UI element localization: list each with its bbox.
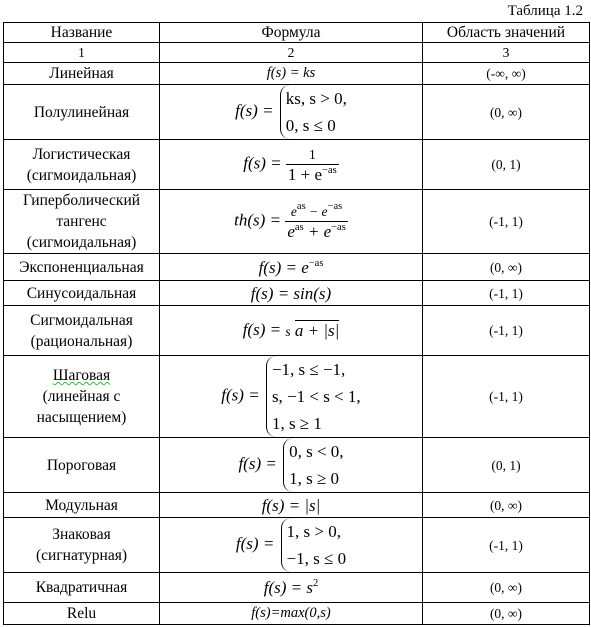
case-line: 1, s ≥ 1 xyxy=(271,414,322,433)
formula-text: f(s) = ks xyxy=(266,65,316,81)
case-line: −1, s ≤ −1, xyxy=(271,360,346,379)
range-cell: (-1, 1) xyxy=(423,190,590,254)
table-row xyxy=(4,190,590,254)
denominator: a + |s| xyxy=(294,321,340,341)
name-line: Шаговая xyxy=(52,367,111,384)
column-number-2: 2 xyxy=(160,43,423,63)
formula-cell xyxy=(160,85,423,140)
formula-cell xyxy=(160,254,423,281)
exponent: −as xyxy=(327,201,343,212)
formula-text: f(s)=max(0,s) xyxy=(251,605,331,621)
name-line: (сигнатурная) xyxy=(35,547,127,564)
formula-cell xyxy=(160,518,423,573)
exponent: −as xyxy=(331,222,346,233)
name-line: Сигмоидальная xyxy=(30,311,133,329)
function-name xyxy=(4,356,160,438)
name-line: (линейная с xyxy=(42,388,121,405)
function-name xyxy=(4,518,160,573)
formula-cell xyxy=(160,190,423,254)
formula-cell xyxy=(160,306,423,356)
name-line: тангенс xyxy=(56,213,107,230)
table-row xyxy=(4,356,590,438)
term-e: e xyxy=(287,222,295,241)
cases-brace xyxy=(280,85,347,139)
case-line: 1, s > 0, xyxy=(286,522,341,541)
formula-text: f(s) = |s| xyxy=(261,495,321,515)
name-line: Линейная xyxy=(49,65,114,82)
function-name xyxy=(4,140,160,190)
exponent: as xyxy=(294,222,304,233)
formula-cell xyxy=(160,63,423,85)
term-e: + e xyxy=(303,222,332,241)
name-line: насыщением) xyxy=(36,409,127,426)
table-row xyxy=(4,140,590,190)
table-row xyxy=(4,281,590,306)
range-cell: (0, 1) xyxy=(423,140,590,190)
function-name xyxy=(4,493,160,518)
table-row xyxy=(4,306,590,356)
term-e: − e xyxy=(305,204,328,219)
function-name xyxy=(4,85,160,140)
function-name xyxy=(4,63,160,85)
cases-brace xyxy=(266,356,361,437)
case-line: 0, s ≤ 0 xyxy=(285,116,336,135)
table-row xyxy=(4,518,590,573)
name-line: (сигмоидальная) xyxy=(26,166,137,184)
formula-cell xyxy=(160,438,423,493)
table-row xyxy=(4,603,590,625)
term-e: e xyxy=(290,204,297,219)
name-line: Пороговая xyxy=(46,456,117,474)
formula-text: f(s) = sin(s) xyxy=(250,283,332,303)
range-cell: (-1, 1) xyxy=(423,306,590,356)
function-name xyxy=(4,190,160,254)
function-name xyxy=(4,281,160,306)
formula-cell xyxy=(160,573,423,603)
case-line: 0, s < 0, xyxy=(289,442,344,461)
formula-cell xyxy=(160,140,423,190)
range-cell: (-1, 1) xyxy=(423,518,590,573)
name-line: Экспоненциальная xyxy=(19,258,144,276)
table-row xyxy=(4,573,590,603)
header-range: Область значений xyxy=(423,23,590,43)
activation-functions-table xyxy=(3,22,590,625)
denominator-base: 1 + e xyxy=(287,165,323,184)
name-line: Синусоидальная xyxy=(26,284,137,302)
name-line: Модульная xyxy=(45,496,118,514)
formula-cell xyxy=(160,281,423,306)
range-cell: (-∞, ∞) xyxy=(423,63,590,85)
function-name xyxy=(4,603,160,625)
table-row xyxy=(4,493,590,518)
exponent: −as xyxy=(322,165,337,176)
name-line: Полулинейная xyxy=(33,103,130,121)
column-number-1: 1 xyxy=(4,43,160,63)
formula-text: f(s) = e xyxy=(258,257,309,277)
case-line: 1, s ≥ 0 xyxy=(289,469,340,488)
range-cell: (0, ∞) xyxy=(423,493,590,518)
table-row xyxy=(4,85,590,140)
name-line: Квадратичная xyxy=(35,579,128,596)
numerator: s xyxy=(285,324,291,340)
denominator xyxy=(286,164,339,184)
column-number-row xyxy=(4,43,590,63)
formula-lhs: f(s) = xyxy=(242,319,282,339)
exponent: as xyxy=(296,201,306,212)
case-line: s, −1 < s < 1, xyxy=(271,387,361,406)
name-line: Relu xyxy=(66,605,97,622)
numerator xyxy=(285,202,348,221)
function-name xyxy=(4,573,160,603)
name-line: Знаковая xyxy=(52,526,111,543)
formula-cell xyxy=(160,603,423,625)
fraction xyxy=(285,321,339,341)
range-cell: (0, ∞) xyxy=(423,603,590,625)
range-cell: (0, ∞) xyxy=(423,85,590,140)
fraction xyxy=(285,202,348,241)
name-line: (сигмоидальная) xyxy=(26,234,137,251)
table-row xyxy=(4,63,590,85)
formula-lhs: f(s) = xyxy=(235,533,275,553)
header-name: Название xyxy=(4,23,160,43)
denominator xyxy=(285,221,348,241)
exponent: −as xyxy=(308,257,324,269)
formula-lhs: f(s) = xyxy=(243,153,282,173)
function-name xyxy=(4,254,160,281)
function-name xyxy=(4,438,160,493)
cases-brace xyxy=(281,518,347,572)
cases-brace xyxy=(283,438,343,492)
formula-cell xyxy=(160,356,423,438)
name-line: Логистическая xyxy=(32,145,131,163)
range-cell: (-1, 1) xyxy=(423,356,590,438)
range-cell: (-1, 1) xyxy=(423,281,590,306)
header-row xyxy=(4,23,590,43)
formula-lhs: f(s) = xyxy=(235,100,274,120)
formula-lhs: f(s) = xyxy=(238,453,277,473)
numerator: 1 xyxy=(308,147,316,162)
formula-lhs: f(s) = xyxy=(221,385,260,405)
formula-text: f(s) = s xyxy=(263,578,313,597)
range-cell: (0, ∞) xyxy=(423,254,590,281)
function-name xyxy=(4,306,160,356)
range-cell: (0, 1) xyxy=(423,438,590,493)
range-cell: (0, ∞) xyxy=(423,573,590,603)
name-line: Гиперболический xyxy=(22,192,141,209)
case-line: ks, s > 0, xyxy=(285,89,347,108)
column-number-3: 3 xyxy=(423,43,590,63)
exponent: 2 xyxy=(313,578,319,589)
table-caption: Таблица 1.2 xyxy=(507,3,583,19)
header-formula: Формула xyxy=(160,23,423,43)
case-line: −1, s ≤ 0 xyxy=(286,549,347,568)
table-row xyxy=(4,254,590,281)
fraction xyxy=(286,145,339,184)
formula-lhs: th(s) = xyxy=(234,210,282,230)
name-line: (рациональная) xyxy=(30,332,133,350)
formula-cell xyxy=(160,493,423,518)
table-row xyxy=(4,438,590,493)
